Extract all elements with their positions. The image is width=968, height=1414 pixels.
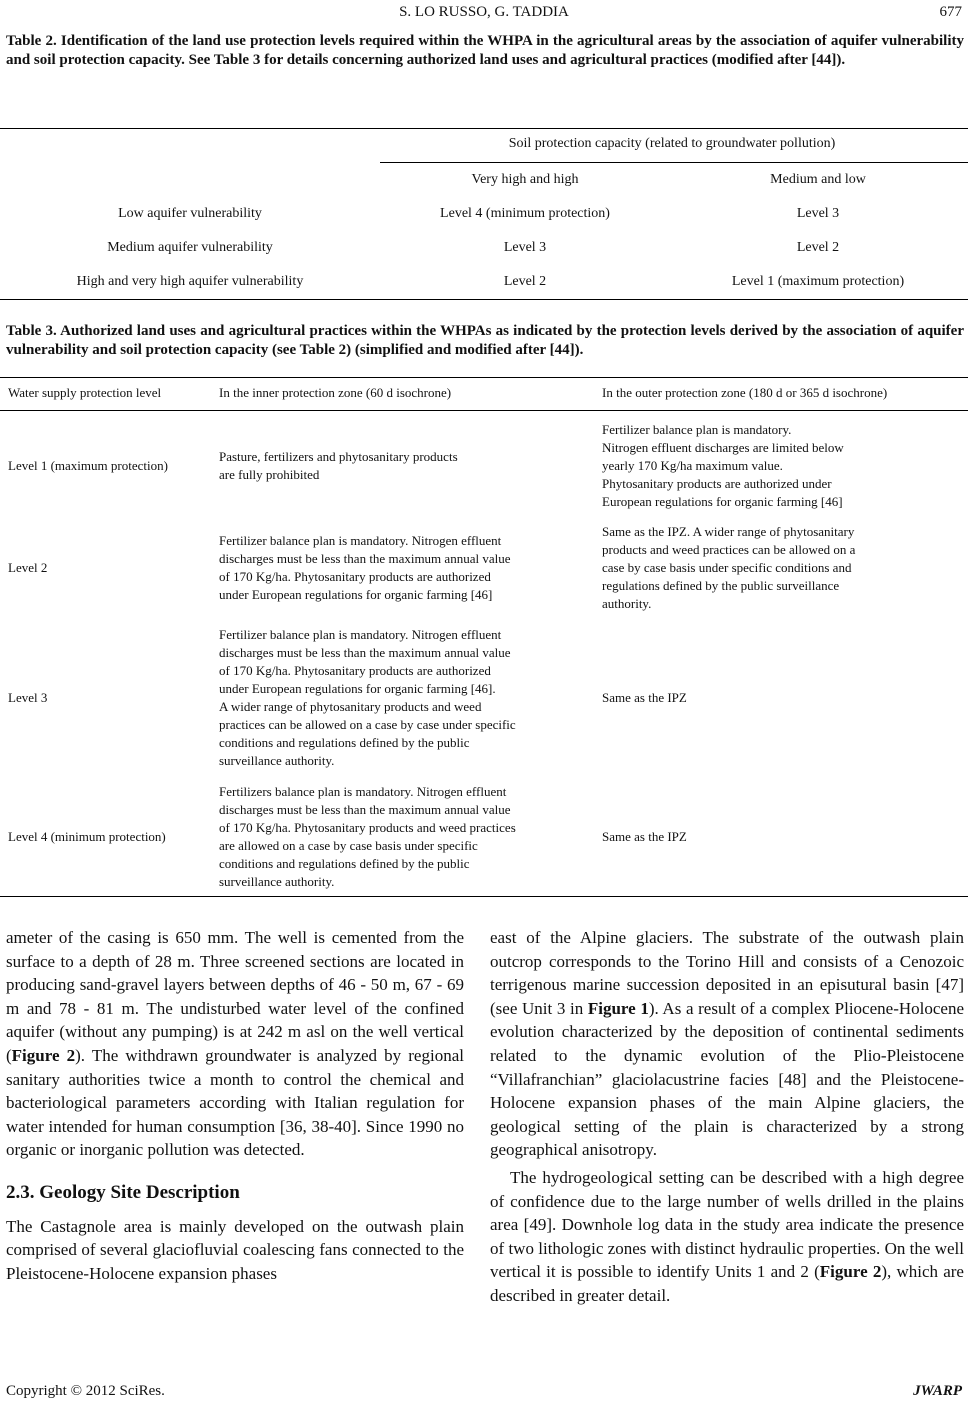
right-column (490, 926, 964, 1308)
cell-line: discharges must be less than the maximum annual value (219, 802, 511, 817)
paragraph: The Castagnole area is mainly developed on the outwash plain comprised of several glaciofluvial coalescing fans connected to the Pleistocene-Holocene expansion phases (6, 1216, 464, 1283)
table2-col-header: Medium and low (770, 172, 866, 187)
cell-line: Fertilizers balance plan is mandatory. Nitrogen effluent (219, 784, 507, 799)
figure-ref[interactable]: Figure 1 (587, 998, 649, 1018)
cell-line: are fully prohibited (219, 467, 320, 482)
table3-header-rule (0, 410, 968, 411)
table2-cell: Level 2 (796, 240, 840, 255)
table2-cell: Level 2 (503, 274, 547, 289)
table3-cell (602, 689, 966, 707)
cell-line: under European regulations for organic farming [46]. (219, 681, 496, 696)
page-header (0, 4, 968, 24)
cell-line: conditions and regulations defined by the public (219, 856, 470, 871)
cell-line: Nitrogen effluent discharges are limited below (602, 440, 844, 455)
paragraph: east of the Alpine glaciers. The substrate of the outwash plain outcrop corresponds to the Torino Hill and consists of a Cenozoic terrigenous marine succession deposited in an episutural basin [47] (see Unit 3 in Figure 1). As a result of a complex Pliocene-Holocene evolution characterized by the deposition of continental sediments related to the dynamic evolution of the Plio-Pleistocene “Villafranchian” glaciolacustrine facies [48] and the Pleistocene-Holocene expansion phases of the main Alpine glaciers, the geological setting of the plain is characterized by a strong geographical anisotropy. (490, 928, 964, 1160)
table2-caption: Table 2. Identification of the land use protection levels required within the WHPA in the agricultural areas by the association of aquifer vulnerability and soil protection capacity. See Table 3 for details concerning authorized land uses and agricultural practices (modified after [44]). (6, 33, 964, 68)
cell-line: yearly 170 Kg/ha maximum value. (602, 458, 783, 473)
table2-top-rule (0, 128, 968, 129)
left-column (6, 926, 464, 1285)
copyright-notice: Copyright © 2012 SciRes. (6, 1383, 165, 1399)
journal-name: JWARP (913, 1383, 962, 1399)
cell-line: are allowed on a case by case basis under specific (219, 838, 478, 853)
page-number: 677 (939, 4, 962, 20)
table3-col-header: In the inner protection zone (60 d isochrone) (219, 385, 452, 400)
table3-col-header: In the outer protection zone (180 d or 365 d isochrone) (602, 385, 888, 400)
cell-line: practices can be allowed on a case by case under specific (219, 717, 516, 732)
cell-line: Same as the IPZ. A wider range of phytosanitary (602, 524, 855, 539)
table3-cell (219, 532, 599, 604)
cell-line: products and weed practices can be allowed on a (602, 542, 856, 557)
cell-line: Same as the IPZ (602, 829, 687, 844)
table2-cell: Level 4 (minimum protection) (440, 206, 610, 221)
table3-cell: Level 1 (maximum protection) (8, 458, 168, 473)
cell-line: Fertilizer balance plan is mandatory. (602, 422, 792, 437)
table3-cell (219, 783, 599, 891)
cell-line: Fertilizer balance plan is mandatory. Nitrogen effluent (219, 627, 502, 642)
table3-cell (602, 523, 966, 613)
cell-line: Pasture, fertilizers and phytosanitary products (219, 449, 458, 464)
table3-top-rule (0, 377, 968, 378)
table2-cell: Low aquifer vulnerability (118, 206, 262, 221)
table2-group-rule (380, 162, 968, 163)
cell-line: case by case basis under specific conditions and (602, 560, 852, 575)
cell-line: Fertilizer balance plan is mandatory. Nitrogen effluent (219, 533, 502, 548)
cell-line: authority. (602, 596, 652, 611)
cell-line: surveillance authority. (219, 874, 335, 889)
table3-cell (602, 421, 966, 511)
table2-cell: High and very high aquifer vulnerability (76, 274, 304, 289)
cell-line: Same as the IPZ (602, 690, 687, 705)
table3-cell (219, 448, 599, 484)
table3-cell: Level 4 (minimum protection) (8, 829, 166, 844)
page-footer (6, 1383, 962, 1400)
table2-col-header: Very high and high (471, 172, 579, 187)
paragraph: The hydrogeological setting can be described with a high degree of confidence due to the large number of wells drilled in the plains area [49]. Downhole log data in the study area indicate the presence of two lithologic zones with distinct hydraulic properties. On the well vertical it is possible to identify Units 1 and 2 (Figure 2), which are described in greater detail. (490, 1167, 964, 1305)
running-head-authors: S. LO RUSSO, G. TADDIA (399, 4, 569, 20)
cell-line: conditions and regulations defined by the public (219, 735, 470, 750)
cell-line: European regulations for organic farming [46] (602, 494, 843, 509)
table2-cell: Level 1 (maximum protection) (731, 274, 905, 289)
table2-cell: Level 3 (503, 240, 547, 255)
table3-cell (219, 626, 599, 770)
cell-line: of 170 Kg/ha. Phytosanitary products and weed practices (219, 820, 516, 835)
figure-ref[interactable]: Figure 2 (11, 1045, 76, 1065)
cell-line: A wider range of phytosanitary products and weed (219, 699, 482, 714)
table2-cell: Level 3 (796, 206, 840, 221)
table3-cell: Level 2 (8, 560, 48, 575)
table2-cell: Medium aquifer vulnerability (107, 240, 273, 255)
cell-line: of 170 Kg/ha. Phytosanitary products are authorized (219, 569, 491, 584)
table3-col-header: Water supply protection level (8, 385, 162, 400)
figure-ref[interactable]: Figure 2 (819, 1262, 882, 1282)
table3-cell (602, 828, 966, 846)
section-heading: 2.3. Geology Site Description (6, 1181, 240, 1203)
table3-bottom-rule (0, 896, 968, 897)
cell-line: discharges must be less than the maximum annual value (219, 645, 511, 660)
cell-line: regulations defined by the public surveillance (602, 578, 840, 593)
cell-line: discharges must be less than the maximum annual value (219, 551, 511, 566)
cell-line: surveillance authority. (219, 753, 335, 768)
paragraph: ameter of the casing is 650 mm. The well is cemented from the surface to a depth of 28 m. Three screened sections are located in producing sand-gravel layers between depths of 46 - 50 m, 67 - 69 m and 78 - 81 m. The undisturbed water level of the confined aquifer (without any pumping) is at 242 m asl on the well vertical (Figure 2). The withdrawn groundwater is analyzed by regional sanitary authorities twice a month to control the chemical and bacteriological parameters according with Italian regulation for water intended for human consumption [36, 38-40]. Since 1990 no organic or inorganic pollution was detected. (6, 928, 464, 1160)
table3-cell: Level 3 (8, 690, 48, 705)
table2-bottom-rule (0, 299, 968, 300)
table2-group-header: Soil protection capacity (related to groundwater pollution) (508, 136, 836, 151)
cell-line: Phytosanitary products are authorized under (602, 476, 832, 491)
cell-line: under European regulations for organic farming [46] (219, 587, 493, 602)
table3-caption: Table 3. Authorized land uses and agricultural practices within the WHPAs as indicated by the protection levels derived by the association of aquifer vulnerability and soil protection capacity (see Table 2) (simplified and modified after [44]). (6, 323, 964, 358)
cell-line: of 170 Kg/ha. Phytosanitary products are authorized (219, 663, 491, 678)
